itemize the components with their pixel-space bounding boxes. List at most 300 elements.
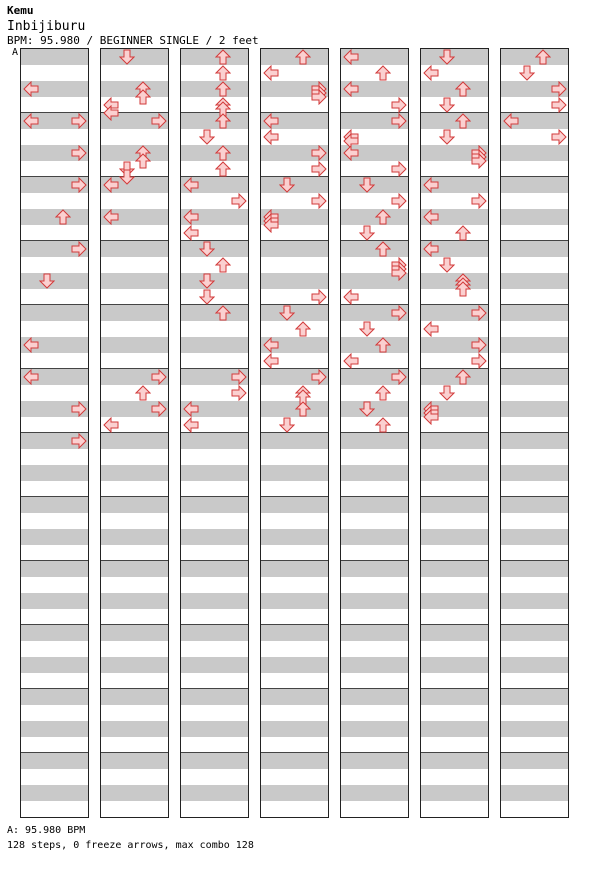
beat-band bbox=[21, 657, 88, 673]
left-arrow-icon bbox=[183, 177, 199, 193]
right-arrow-icon bbox=[471, 305, 487, 321]
beat-band bbox=[101, 609, 168, 625]
beat-band bbox=[501, 753, 568, 769]
beat-band bbox=[21, 673, 88, 689]
beat-band bbox=[101, 625, 168, 641]
measure-line bbox=[421, 432, 488, 433]
measure-line bbox=[501, 688, 568, 689]
beat-band bbox=[101, 785, 168, 801]
beat-band bbox=[501, 641, 568, 657]
right-arrow-icon bbox=[311, 89, 327, 105]
measure-line bbox=[421, 560, 488, 561]
beat-band bbox=[181, 529, 248, 545]
beat-band bbox=[261, 721, 328, 737]
beat-band bbox=[261, 497, 328, 513]
beat-band bbox=[341, 657, 408, 673]
beat-band bbox=[501, 289, 568, 305]
beat-band bbox=[501, 273, 568, 289]
beat-band bbox=[501, 337, 568, 353]
beat-band bbox=[341, 673, 408, 689]
beat-band bbox=[341, 689, 408, 705]
down-arrow-icon bbox=[199, 273, 215, 289]
beat-band bbox=[341, 497, 408, 513]
up-arrow-icon bbox=[375, 209, 391, 225]
beat-band bbox=[101, 641, 168, 657]
right-arrow-icon bbox=[151, 369, 167, 385]
beat-band bbox=[101, 321, 168, 337]
measure-line bbox=[261, 752, 328, 753]
right-arrow-icon bbox=[71, 241, 87, 257]
beat-band bbox=[501, 721, 568, 737]
beat-band bbox=[501, 257, 568, 273]
beat-band bbox=[21, 593, 88, 609]
bpm-summary: A: 95.980 BPM bbox=[7, 825, 86, 836]
beat-band bbox=[501, 369, 568, 385]
measure-line bbox=[501, 624, 568, 625]
beat-band bbox=[421, 449, 488, 465]
left-arrow-icon bbox=[103, 105, 119, 121]
right-arrow-icon bbox=[151, 113, 167, 129]
beat-band bbox=[21, 753, 88, 769]
beat-band bbox=[101, 657, 168, 673]
beat-band bbox=[181, 545, 248, 561]
down-arrow-icon bbox=[199, 289, 215, 305]
down-arrow-icon bbox=[439, 257, 455, 273]
beat-band bbox=[181, 737, 248, 753]
beat-band bbox=[261, 609, 328, 625]
right-arrow-icon bbox=[231, 385, 247, 401]
chart-column-6 bbox=[420, 48, 489, 818]
right-arrow-icon bbox=[471, 193, 487, 209]
measure-line bbox=[101, 688, 168, 689]
beat-band bbox=[501, 561, 568, 577]
beat-band bbox=[341, 609, 408, 625]
beat-band bbox=[341, 481, 408, 497]
measure-line bbox=[341, 624, 408, 625]
left-arrow-icon bbox=[423, 409, 439, 425]
up-arrow-icon bbox=[295, 321, 311, 337]
beat-band bbox=[261, 657, 328, 673]
beat-band bbox=[21, 609, 88, 625]
beat-band bbox=[101, 305, 168, 321]
beat-band bbox=[341, 705, 408, 721]
left-arrow-icon bbox=[423, 321, 439, 337]
beat-band bbox=[501, 465, 568, 481]
beat-band bbox=[181, 801, 248, 817]
beat-band bbox=[501, 225, 568, 241]
beat-band bbox=[181, 433, 248, 449]
left-arrow-icon bbox=[263, 65, 279, 81]
beat-band bbox=[181, 337, 248, 353]
beat-band bbox=[261, 465, 328, 481]
beat-band bbox=[101, 497, 168, 513]
right-arrow-icon bbox=[391, 305, 407, 321]
beat-band bbox=[261, 641, 328, 657]
up-arrow-icon bbox=[375, 337, 391, 353]
down-arrow-icon bbox=[199, 241, 215, 257]
beat-band bbox=[21, 305, 88, 321]
beat-band bbox=[341, 753, 408, 769]
up-arrow-icon bbox=[135, 153, 151, 169]
up-arrow-icon bbox=[215, 81, 231, 97]
beat-band bbox=[341, 737, 408, 753]
beat-band bbox=[261, 737, 328, 753]
up-arrow-icon bbox=[135, 385, 151, 401]
up-arrow-icon bbox=[215, 113, 231, 129]
right-arrow-icon bbox=[471, 337, 487, 353]
right-arrow-icon bbox=[71, 145, 87, 161]
beat-band bbox=[501, 529, 568, 545]
right-arrow-icon bbox=[71, 401, 87, 417]
beat-band bbox=[501, 513, 568, 529]
beat-band bbox=[21, 513, 88, 529]
beat-band bbox=[501, 737, 568, 753]
beat-band bbox=[101, 769, 168, 785]
beat-band bbox=[341, 641, 408, 657]
beat-band bbox=[421, 561, 488, 577]
beat-band bbox=[341, 561, 408, 577]
left-arrow-icon bbox=[183, 225, 199, 241]
up-arrow-icon bbox=[455, 281, 471, 297]
beat-band bbox=[181, 465, 248, 481]
left-arrow-icon bbox=[343, 49, 359, 65]
beat-band bbox=[181, 593, 248, 609]
beat-band bbox=[501, 241, 568, 257]
right-arrow-icon bbox=[71, 113, 87, 129]
measure-line bbox=[181, 752, 248, 753]
beat-band bbox=[501, 433, 568, 449]
beat-band bbox=[21, 417, 88, 433]
beat-band bbox=[101, 593, 168, 609]
chart-column-5 bbox=[340, 48, 409, 818]
measure-line bbox=[21, 560, 88, 561]
beat-band bbox=[101, 721, 168, 737]
measure-line bbox=[341, 752, 408, 753]
measure-line bbox=[181, 496, 248, 497]
measure-line bbox=[501, 304, 568, 305]
measure-line bbox=[101, 496, 168, 497]
beat-band bbox=[421, 657, 488, 673]
right-arrow-icon bbox=[471, 153, 487, 169]
beat-band bbox=[341, 769, 408, 785]
beat-band bbox=[21, 449, 88, 465]
beat-band bbox=[341, 433, 408, 449]
right-arrow-icon bbox=[391, 265, 407, 281]
beat-band bbox=[21, 49, 88, 65]
left-arrow-icon bbox=[423, 65, 439, 81]
beat-band bbox=[421, 433, 488, 449]
beat-band bbox=[261, 257, 328, 273]
beat-band bbox=[21, 289, 88, 305]
measure-line bbox=[501, 432, 568, 433]
left-arrow-icon bbox=[23, 113, 39, 129]
beat-band bbox=[421, 673, 488, 689]
beat-band bbox=[421, 513, 488, 529]
beat-band bbox=[501, 305, 568, 321]
measure-line bbox=[421, 496, 488, 497]
right-arrow-icon bbox=[71, 433, 87, 449]
beat-band bbox=[181, 705, 248, 721]
beat-band bbox=[341, 449, 408, 465]
measure-line bbox=[341, 688, 408, 689]
beat-band bbox=[21, 545, 88, 561]
beat-band bbox=[421, 609, 488, 625]
beat-band bbox=[181, 721, 248, 737]
chart-column-2 bbox=[100, 48, 169, 818]
beat-band bbox=[341, 801, 408, 817]
beat-band bbox=[21, 465, 88, 481]
beat-band bbox=[101, 433, 168, 449]
beat-band bbox=[501, 161, 568, 177]
beat-band bbox=[421, 545, 488, 561]
beat-band bbox=[501, 705, 568, 721]
down-arrow-icon bbox=[519, 65, 535, 81]
beat-band bbox=[21, 353, 88, 369]
measure-line bbox=[21, 624, 88, 625]
measure-line bbox=[501, 176, 568, 177]
beat-band bbox=[21, 577, 88, 593]
beat-band bbox=[181, 513, 248, 529]
beat-band bbox=[21, 561, 88, 577]
right-arrow-icon bbox=[551, 81, 567, 97]
beat-band bbox=[341, 577, 408, 593]
beat-band bbox=[181, 321, 248, 337]
beat-band bbox=[501, 145, 568, 161]
beat-band bbox=[501, 385, 568, 401]
beat-band bbox=[501, 481, 568, 497]
down-arrow-icon bbox=[119, 169, 135, 185]
beat-band bbox=[21, 193, 88, 209]
beat-band bbox=[341, 513, 408, 529]
beat-band bbox=[261, 705, 328, 721]
beat-band bbox=[101, 449, 168, 465]
beat-band bbox=[501, 417, 568, 433]
beat-band bbox=[421, 721, 488, 737]
left-arrow-icon bbox=[23, 337, 39, 353]
beat-band bbox=[181, 449, 248, 465]
beat-band bbox=[501, 785, 568, 801]
beat-band bbox=[421, 465, 488, 481]
beat-band bbox=[501, 497, 568, 513]
beat-band bbox=[421, 625, 488, 641]
bpm-marker-label: A bbox=[12, 47, 19, 58]
beat-band bbox=[101, 689, 168, 705]
beat-band bbox=[21, 625, 88, 641]
measure-line bbox=[501, 560, 568, 561]
measure-line bbox=[101, 560, 168, 561]
beat-band bbox=[341, 545, 408, 561]
left-arrow-icon bbox=[343, 145, 359, 161]
beat-band bbox=[501, 609, 568, 625]
beat-band bbox=[101, 801, 168, 817]
up-arrow-icon bbox=[375, 417, 391, 433]
right-arrow-icon bbox=[391, 369, 407, 385]
down-arrow-icon bbox=[279, 177, 295, 193]
beat-band bbox=[341, 465, 408, 481]
up-arrow-icon bbox=[215, 145, 231, 161]
beat-band bbox=[21, 689, 88, 705]
down-arrow-icon bbox=[439, 49, 455, 65]
beat-band bbox=[101, 737, 168, 753]
measure-line bbox=[341, 496, 408, 497]
up-arrow-icon bbox=[455, 225, 471, 241]
artist-name: Kemu bbox=[7, 4, 34, 17]
beat-band bbox=[181, 625, 248, 641]
down-arrow-icon bbox=[359, 321, 375, 337]
beat-band bbox=[261, 577, 328, 593]
beat-band bbox=[421, 705, 488, 721]
up-arrow-icon bbox=[215, 257, 231, 273]
up-arrow-icon bbox=[295, 49, 311, 65]
up-arrow-icon bbox=[375, 241, 391, 257]
up-arrow-icon bbox=[455, 81, 471, 97]
left-arrow-icon bbox=[183, 417, 199, 433]
right-arrow-icon bbox=[391, 161, 407, 177]
left-arrow-icon bbox=[183, 401, 199, 417]
beat-band bbox=[101, 193, 168, 209]
beat-band bbox=[21, 129, 88, 145]
beat-band bbox=[261, 689, 328, 705]
beat-band bbox=[421, 641, 488, 657]
step-stats: 128 steps, 0 freeze arrows, max combo 128 bbox=[7, 840, 254, 851]
beat-band bbox=[501, 769, 568, 785]
down-arrow-icon bbox=[279, 305, 295, 321]
down-arrow-icon bbox=[199, 129, 215, 145]
beat-band bbox=[341, 785, 408, 801]
down-arrow-icon bbox=[439, 385, 455, 401]
beat-band bbox=[181, 673, 248, 689]
beat-band bbox=[101, 545, 168, 561]
up-arrow-icon bbox=[375, 385, 391, 401]
beat-band bbox=[421, 577, 488, 593]
left-arrow-icon bbox=[23, 81, 39, 97]
left-arrow-icon bbox=[263, 129, 279, 145]
beat-band bbox=[261, 769, 328, 785]
measure-line bbox=[21, 304, 88, 305]
left-arrow-icon bbox=[23, 369, 39, 385]
beat-band bbox=[501, 689, 568, 705]
down-arrow-icon bbox=[359, 177, 375, 193]
beat-band bbox=[261, 545, 328, 561]
beat-band bbox=[501, 673, 568, 689]
up-arrow-icon bbox=[375, 65, 391, 81]
beat-band bbox=[261, 513, 328, 529]
down-arrow-icon bbox=[439, 97, 455, 113]
measure-line bbox=[181, 688, 248, 689]
beat-band bbox=[501, 545, 568, 561]
right-arrow-icon bbox=[71, 177, 87, 193]
measure-line bbox=[421, 688, 488, 689]
beat-band bbox=[261, 433, 328, 449]
beat-band bbox=[21, 529, 88, 545]
down-arrow-icon bbox=[359, 225, 375, 241]
beat-band bbox=[21, 161, 88, 177]
beat-band bbox=[101, 129, 168, 145]
beat-band bbox=[421, 593, 488, 609]
beat-band bbox=[181, 769, 248, 785]
left-arrow-icon bbox=[343, 81, 359, 97]
beat-band bbox=[261, 529, 328, 545]
beat-band bbox=[501, 625, 568, 641]
left-arrow-icon bbox=[263, 217, 279, 233]
left-arrow-icon bbox=[263, 353, 279, 369]
measure-line bbox=[261, 624, 328, 625]
measure-line bbox=[261, 560, 328, 561]
left-arrow-icon bbox=[103, 417, 119, 433]
left-arrow-icon bbox=[343, 353, 359, 369]
right-arrow-icon bbox=[231, 369, 247, 385]
right-arrow-icon bbox=[311, 145, 327, 161]
measure-line bbox=[21, 496, 88, 497]
beat-band bbox=[501, 177, 568, 193]
measure-line bbox=[421, 624, 488, 625]
beat-band bbox=[21, 769, 88, 785]
right-arrow-icon bbox=[311, 193, 327, 209]
right-arrow-icon bbox=[311, 161, 327, 177]
measure-line bbox=[21, 688, 88, 689]
beat-band bbox=[261, 673, 328, 689]
left-arrow-icon bbox=[423, 209, 439, 225]
beat-band bbox=[21, 721, 88, 737]
beat-band bbox=[101, 465, 168, 481]
beat-band bbox=[181, 753, 248, 769]
beat-band bbox=[501, 321, 568, 337]
measure-line bbox=[101, 240, 168, 241]
beat-band bbox=[101, 529, 168, 545]
right-arrow-icon bbox=[471, 353, 487, 369]
down-arrow-icon bbox=[359, 401, 375, 417]
beat-band bbox=[261, 449, 328, 465]
beat-band bbox=[421, 785, 488, 801]
left-arrow-icon bbox=[343, 289, 359, 305]
left-arrow-icon bbox=[423, 241, 439, 257]
measure-line bbox=[21, 752, 88, 753]
beat-band bbox=[421, 737, 488, 753]
beat-band bbox=[21, 257, 88, 273]
beat-band bbox=[101, 289, 168, 305]
up-arrow-icon bbox=[135, 89, 151, 105]
left-arrow-icon bbox=[503, 113, 519, 129]
measure-line bbox=[261, 688, 328, 689]
left-arrow-icon bbox=[103, 209, 119, 225]
beat-band bbox=[261, 241, 328, 257]
beat-band bbox=[261, 593, 328, 609]
beat-band bbox=[501, 449, 568, 465]
beat-band bbox=[261, 801, 328, 817]
right-arrow-icon bbox=[551, 129, 567, 145]
measure-line bbox=[261, 496, 328, 497]
beat-band bbox=[21, 97, 88, 113]
right-arrow-icon bbox=[391, 193, 407, 209]
beat-band bbox=[501, 209, 568, 225]
beat-band bbox=[181, 577, 248, 593]
beat-band bbox=[101, 273, 168, 289]
beat-band bbox=[501, 657, 568, 673]
beat-band bbox=[101, 337, 168, 353]
up-arrow-icon bbox=[535, 49, 551, 65]
beat-band bbox=[21, 641, 88, 657]
down-arrow-icon bbox=[279, 417, 295, 433]
beat-band bbox=[101, 353, 168, 369]
up-arrow-icon bbox=[215, 161, 231, 177]
beat-band bbox=[501, 801, 568, 817]
beat-band bbox=[181, 481, 248, 497]
beat-band bbox=[21, 497, 88, 513]
beat-band bbox=[181, 609, 248, 625]
beat-band bbox=[181, 785, 248, 801]
beat-band bbox=[261, 273, 328, 289]
up-arrow-icon bbox=[455, 369, 471, 385]
